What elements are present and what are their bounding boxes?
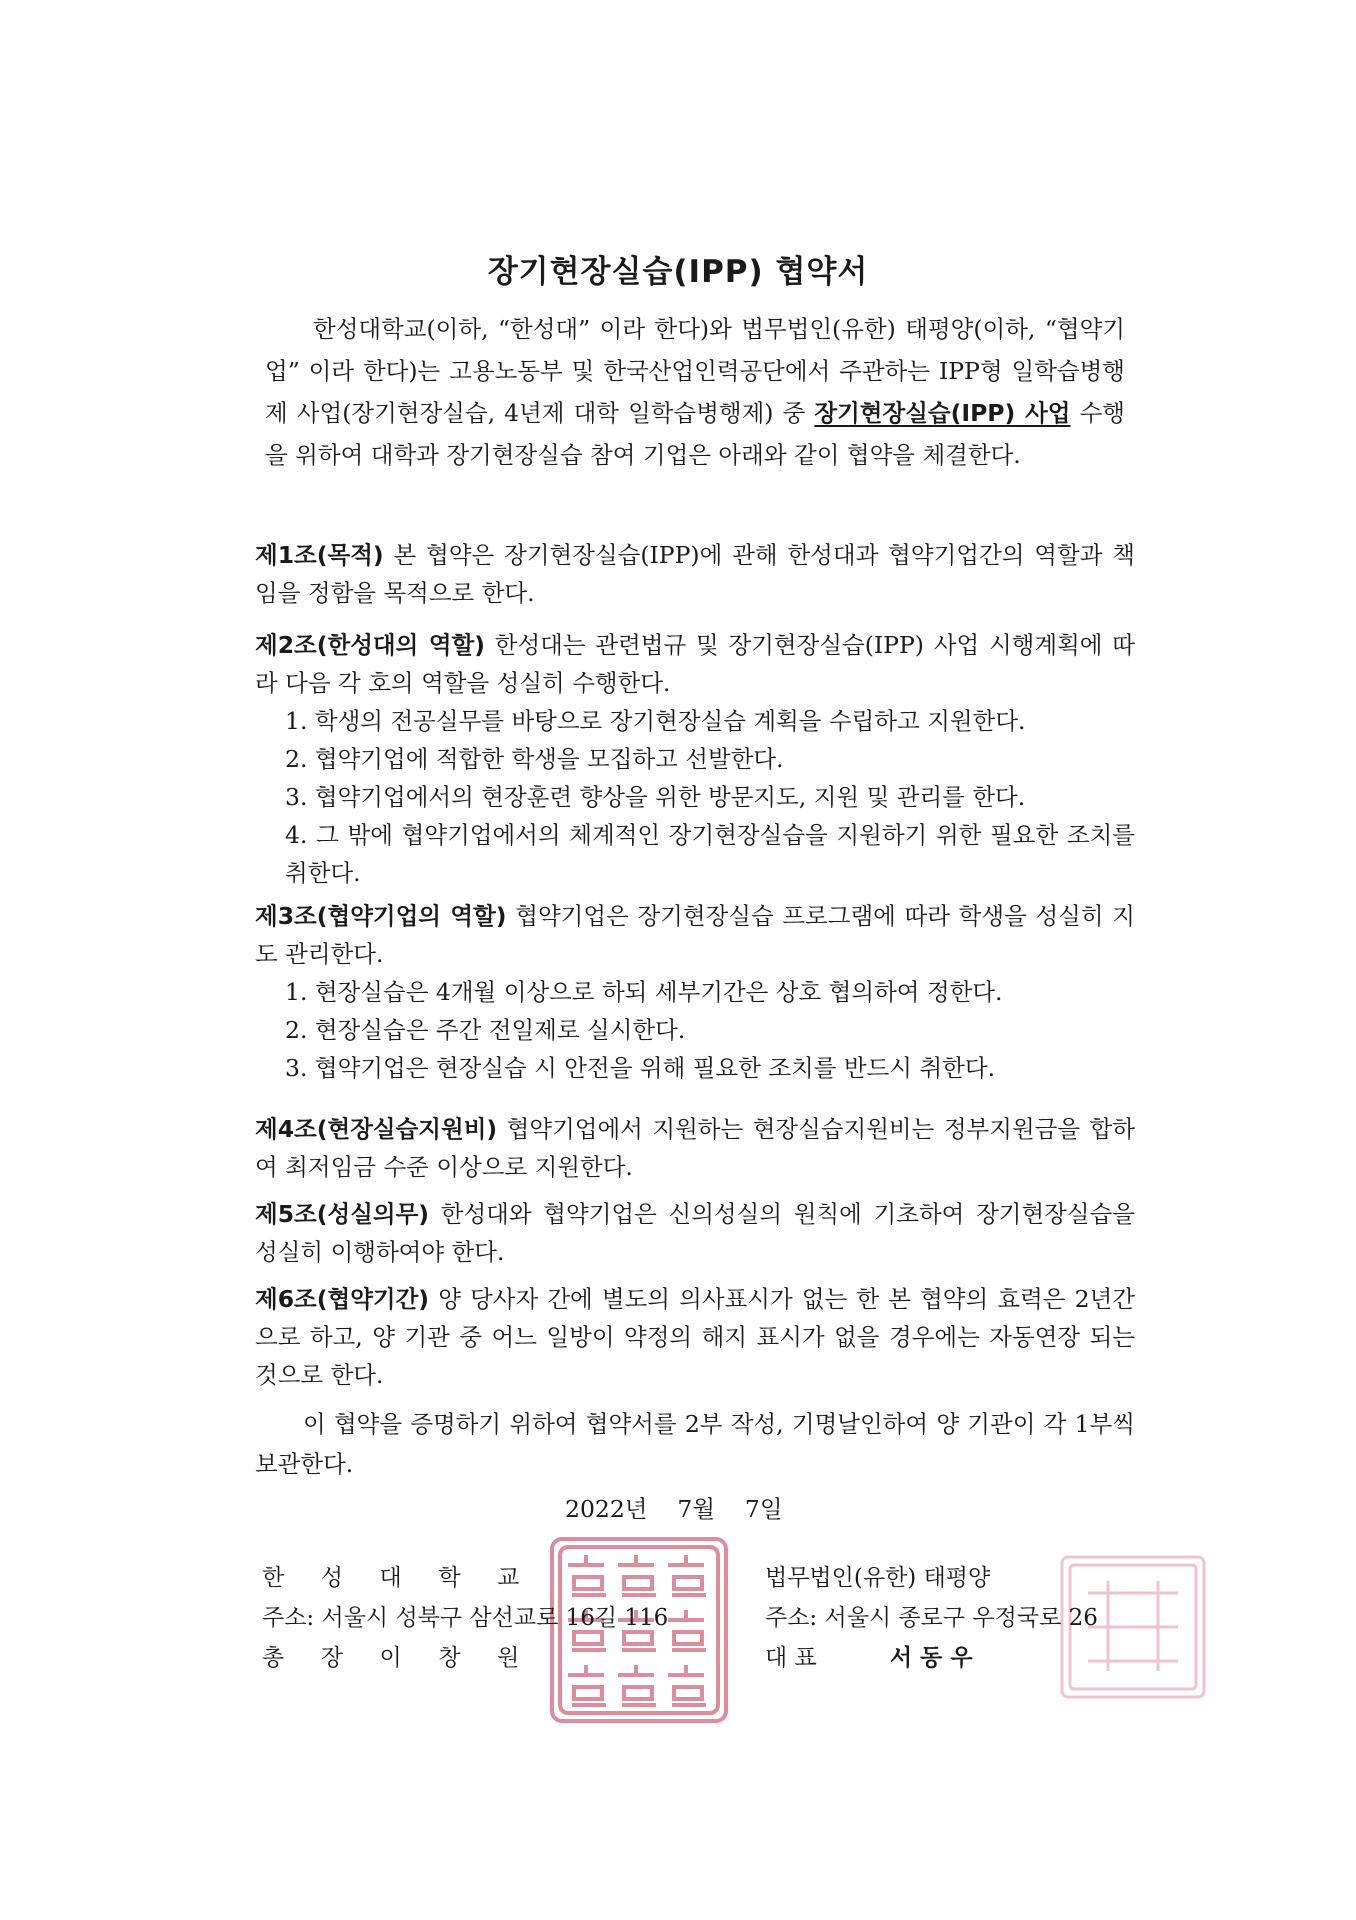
university-president: 총 장 이 창 원 bbox=[262, 1645, 520, 1671]
article-1 bbox=[255, 536, 1135, 612]
article-item: 2. 협약기업에 적합한 학생을 모집하고 선발한다. bbox=[285, 745, 784, 773]
article-item: 1. 학생의 전공실무를 바탕으로 장기현장실습 계획을 수립하고 지원한다. bbox=[285, 707, 1026, 735]
article-item: 3. 협약기업에서의 현장훈련 향상을 위한 방문지도, 지원 및 관리를 한다. bbox=[285, 783, 1026, 811]
university-name: 한 성 대 학 교 bbox=[262, 1565, 520, 1591]
law-firm-name: 법무법인(유한) 태평양 bbox=[765, 1565, 991, 1591]
article-heading: 제1조(목적) bbox=[255, 541, 384, 569]
law-firm-signature-block bbox=[765, 1558, 1098, 1678]
article-heading: 제5조(성실의무) bbox=[255, 1200, 430, 1228]
article-item: 3. 협약기업은 현장실습 시 안전을 위해 필요한 조치를 반드시 취한다. bbox=[285, 1054, 996, 1082]
university-address: 주소: 서울시 성북구 삼선교로 16길 116 bbox=[262, 1605, 669, 1631]
article-heading: 제2조(한성대의 역할) bbox=[255, 631, 485, 659]
article-4 bbox=[255, 1110, 1135, 1186]
law-firm-address: 주소: 서울시 종로구 우정국로 26 bbox=[765, 1605, 1098, 1631]
article-heading: 제3조(협약기업의 역할) bbox=[255, 902, 507, 930]
signing-date: 2022년 7월 7일 bbox=[565, 1495, 783, 1523]
article-2 bbox=[255, 626, 1135, 892]
article-body: 본 협약은 장기현장실습(IPP)에 관해 한성대과 협약기업간의 역할과 책임을 정함을 목적으로 한다. bbox=[255, 541, 1135, 607]
article-item: 1. 현장실습은 4개월 이상으로 하되 세부기간은 상호 협의하여 정한다. bbox=[285, 978, 1003, 1006]
article-body: 한성대와 협약기업은 신의성실의 원칙에 기초하여 장기현장실습을 성실히 이행하여야 한다. bbox=[255, 1200, 1135, 1266]
document-title: 장기현장실습(IPP) 협약서 bbox=[487, 254, 869, 290]
article-heading: 제6조(협약기간) bbox=[255, 1285, 430, 1313]
article-body: 한성대는 관련법규 및 장기현장실습(IPP) 사업 시행계획에 따라 다음 각 호의 역할을 성실히 수행한다. bbox=[255, 631, 1135, 697]
law-firm-rep-name: 서 동 우 bbox=[889, 1645, 973, 1671]
article-body: 협약기업은 장기현장실습 프로그램에 따라 학생을 성실히 지도 관리한다. bbox=[255, 902, 1135, 968]
article-item: 2. 현장실습은 주간 전일제로 실시한다. bbox=[285, 1016, 686, 1044]
article-item: 4. 그 밖에 협약기업에서의 체계적인 장기현장실습을 지원하기 위한 필요한 조치를 취한다. bbox=[285, 821, 1135, 887]
closing-paragraph bbox=[255, 1404, 1135, 1484]
article-heading: 제4조(현장실습지원비) bbox=[255, 1115, 498, 1143]
intro-emphasis: 장기현장실습(IPP) 사업 bbox=[814, 399, 1071, 427]
law-firm-rep-label: 대 표 bbox=[765, 1645, 817, 1671]
article-body: 협약기업에서 지원하는 현장실습지원비는 정부지원금을 합하여 최저임금 수준 이상으로 지원한다. bbox=[255, 1115, 1135, 1181]
article-6 bbox=[255, 1280, 1135, 1394]
intro-text-after: 수행을 위하여 대학과 장기현장실습 참여 기업은 아래와 같이 협약을 체결한다. bbox=[265, 399, 1125, 469]
closing-text: 이 협약을 증명하기 위하여 협약서를 2부 작성, 기명날인하여 양 기관이 각 1부씩 보관한다. bbox=[255, 1410, 1135, 1478]
university-signature-block bbox=[262, 1558, 668, 1678]
article-3 bbox=[255, 897, 1135, 1087]
intro-text-before: 한성대학교(이하, “한성대” 이라 한다)와 법무법인(유한) 태평양(이하, “협약기업” 이라 한다)는 고용노동부 및 한국산업인력공단에서 주관하는 IPP형 일학습병행제 사업(장기현장실습, 4년제 대학 일학습병행제) 중 bbox=[265, 315, 1125, 427]
article-5 bbox=[255, 1195, 1135, 1271]
article-body: 양 당사자 간에 별도의 의사표시가 없는 한 본 협약의 효력은 2년간으로 하고, 양 기관 중 어느 일방이 약정의 해지 표시가 없을 경우에는 자동연장 되는 것으로 한다. bbox=[255, 1285, 1135, 1389]
intro-paragraph bbox=[265, 308, 1125, 476]
